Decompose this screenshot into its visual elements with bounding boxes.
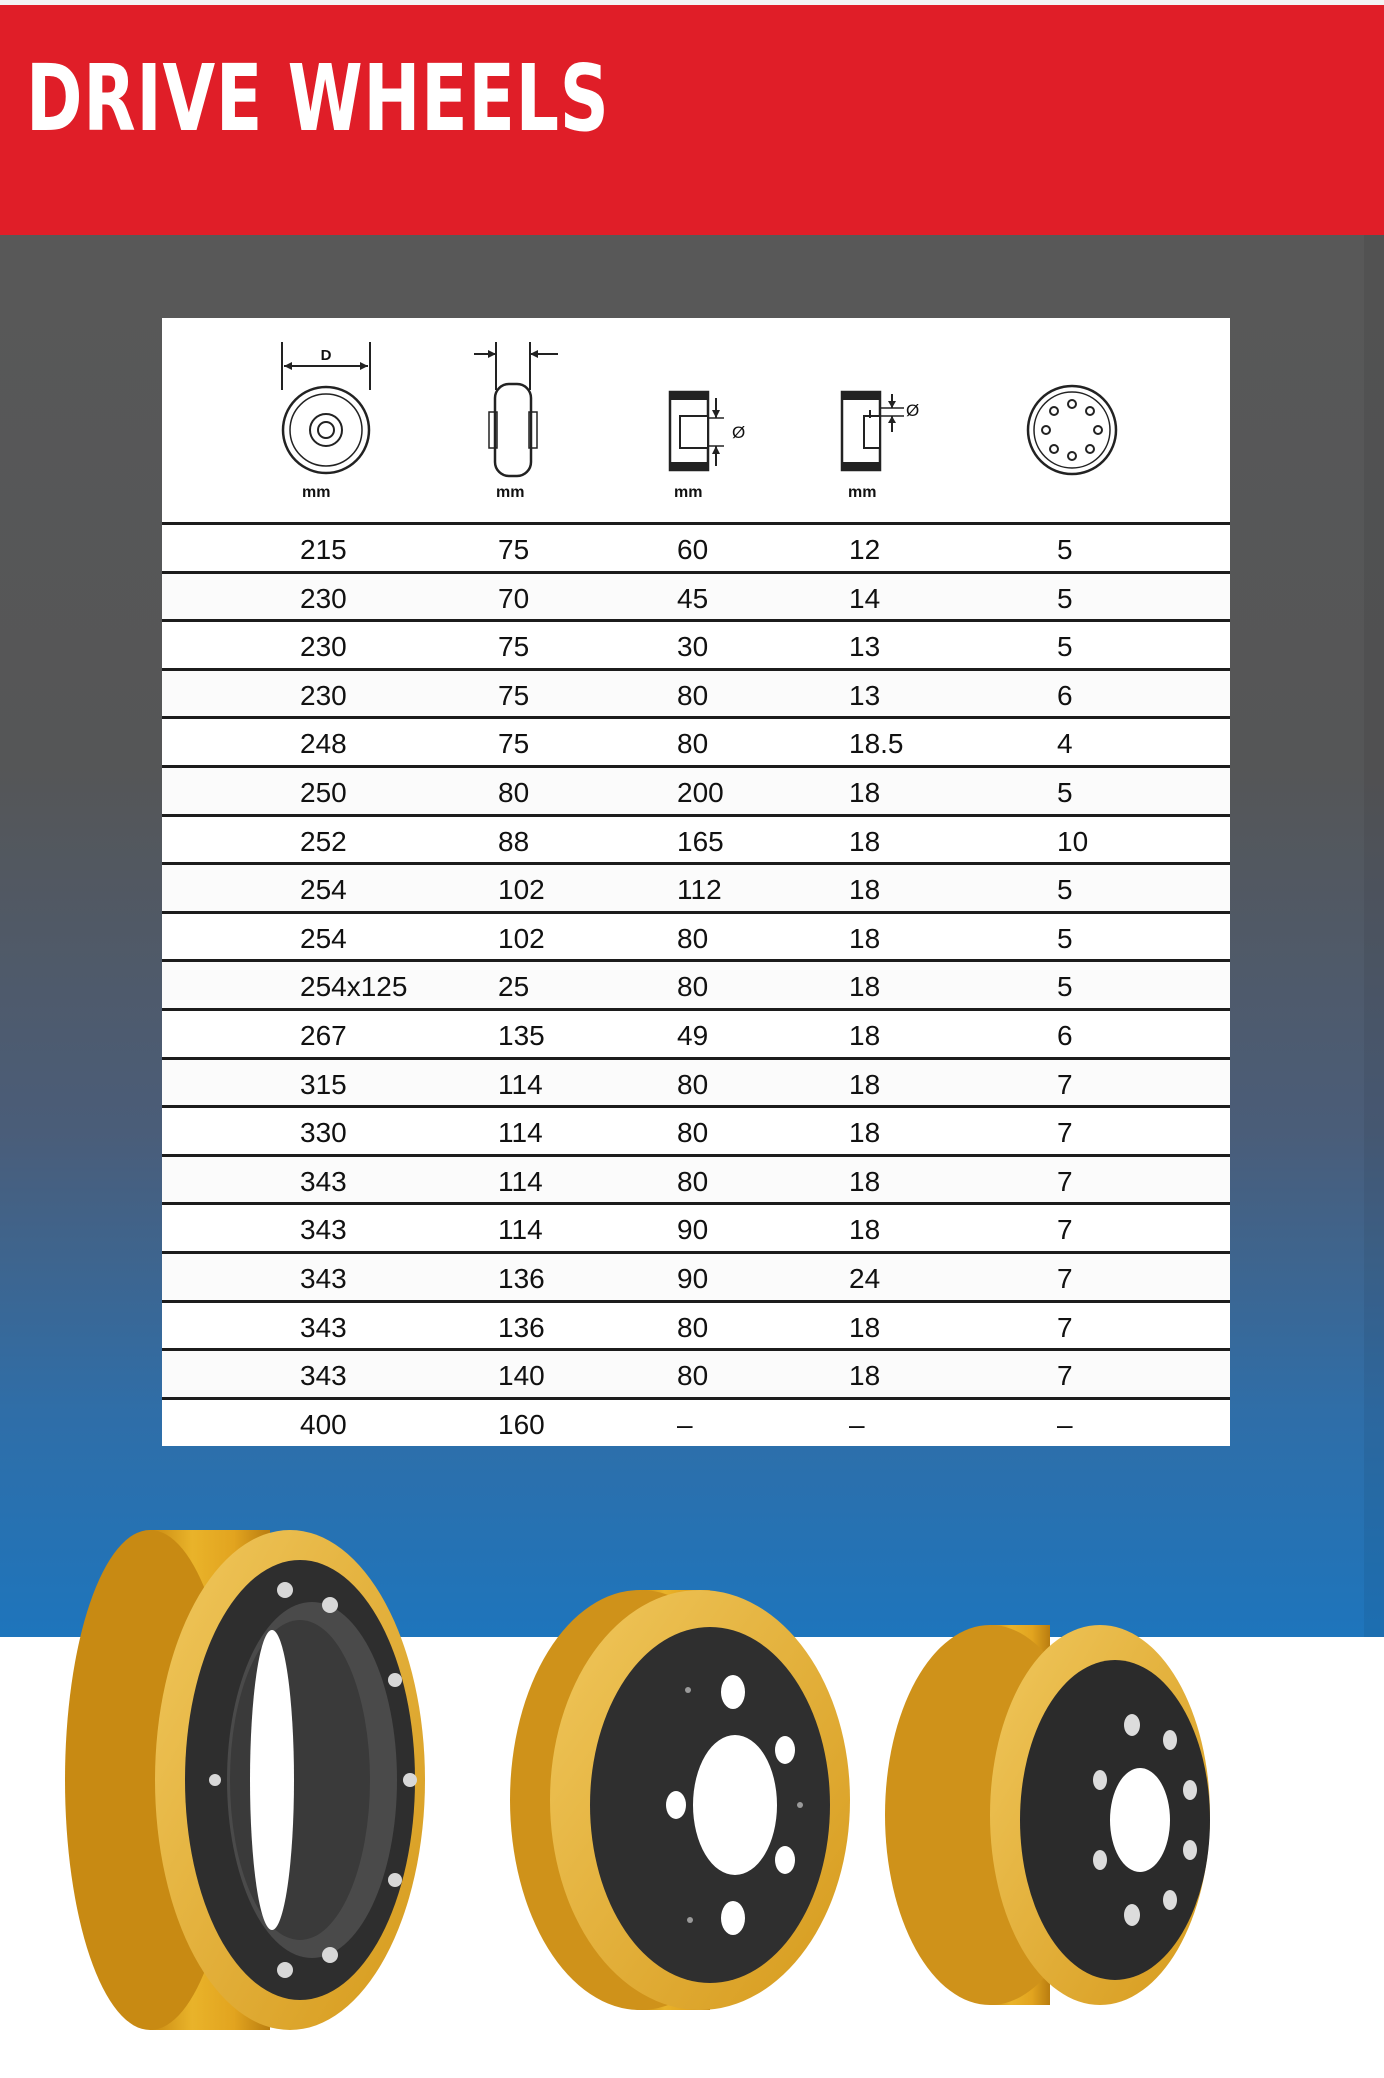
width-cell: 114 [498,1214,543,1246]
bolt-hole-cell: 18 [849,1311,881,1343]
bore-cell: 80 [677,971,709,1003]
header-banner [0,5,1384,235]
bolt-hole-cell: 18 [849,971,881,1003]
width-cell: 75 [498,728,530,760]
table-row [162,1057,1230,1106]
bolt-hole-cell: 14 [849,582,881,614]
hole-count-cell: 7 [1057,1165,1073,1197]
table-row [162,571,1230,620]
bore-cell: 90 [677,1263,709,1294]
unit-label: mm [496,484,525,501]
diameter-cell: 248 [300,728,347,760]
bore-cell: 165 [677,825,724,857]
diameter-cell: 330 [300,1117,347,1149]
table-row [162,1251,1230,1300]
bolt-hole-cell: 18 [849,1020,881,1051]
table-row [162,1154,1230,1203]
diameter-cell: 267 [300,1020,347,1051]
table-row [162,668,1230,717]
width-cell: 75 [498,534,530,565]
diameter-cell: 254 [300,874,347,906]
bolt-hole-cell: 18 [849,1117,881,1149]
table-row [162,1397,1230,1446]
table-row [162,911,1230,960]
hole-count-cell: 5 [1057,582,1073,614]
bolt-hole-cell: 13 [849,631,881,663]
width-cell: 160 [498,1408,545,1440]
width-cell: 140 [498,1360,545,1392]
hole-count-cell: 5 [1057,777,1073,808]
bore-cell: 80 [677,1117,709,1149]
bore-cell: 49 [677,1020,709,1051]
hole-count-cell: 5 [1057,534,1073,565]
wheel-diameter-icon [270,340,410,524]
hole-count-cell: 4 [1057,728,1073,760]
width-cell: 70 [498,582,530,614]
table-row [162,1202,1230,1251]
diameter-cell: 254x125 [300,971,408,1003]
bolt-hole-cell: 18 [849,1360,881,1392]
bolt-hole-cell: 13 [849,679,881,711]
bore-cell: 80 [677,1360,709,1392]
diameter-cell: 230 [300,582,347,614]
drive-wheel-medium-icon [510,1590,850,2010]
table-row [162,1008,1230,1057]
bolt-hole-cell: 18 [849,1068,881,1100]
bolt-hole-cell: 18 [849,1165,881,1197]
bolt-hole-cell: 18.5 [849,728,904,760]
bore-cell: 45 [677,582,709,614]
width-cell: 135 [498,1020,545,1051]
bore-cell: 80 [677,1165,709,1197]
width-cell: 80 [498,777,530,808]
width-cell: 25 [498,971,530,1003]
bolt-hole-cell: – [849,1408,865,1440]
unit-label: mm [848,484,877,501]
diameter-cell: 400 [300,1408,347,1440]
backdrop-edge [1364,235,1384,1637]
diameter-cell: 230 [300,679,347,711]
svg-text:Ø: Ø [906,401,920,420]
bore-cell: 112 [677,874,722,906]
bore-cell: 80 [677,679,709,711]
hole-count-cell: 10 [1057,825,1089,857]
width-cell: 75 [498,679,530,711]
bore-cell: 80 [677,728,709,760]
column-icon-row [162,318,1230,524]
table-row [162,1105,1230,1154]
bolt-hole-cell: 18 [849,1214,881,1246]
hole-count-cell: 6 [1057,1020,1073,1051]
hole-count-cell: – [1057,1408,1073,1440]
width-cell: 114 [498,1068,543,1100]
width-cell: 114 [498,1117,543,1149]
bolt-hole-cell: 18 [849,874,881,906]
diameter-cell: 215 [300,534,347,565]
bore-cell: 90 [677,1214,709,1246]
bore-cell: 60 [677,534,709,565]
diameter-cell: 343 [300,1360,347,1392]
product-photo [0,1440,1384,2078]
bore-cell: 200 [677,777,724,808]
svg-text:Ø: Ø [732,423,746,442]
bolt-hole-cell: 18 [849,922,881,954]
bore-cell: 80 [677,922,709,954]
diameter-cell: 250 [300,777,347,808]
page-title: DRIVE WHEELS [26,45,610,152]
unit-label: mm [302,484,331,501]
hole-count-cell: 7 [1057,1263,1073,1294]
width-cell: 136 [498,1311,545,1343]
hole-count-cell: 7 [1057,1360,1073,1392]
hole-count-cell: 5 [1057,922,1073,954]
bore-cell: – [677,1408,693,1440]
drive-wheel-large-icon [65,1530,425,2030]
table-row [162,862,1230,911]
diameter-label: D [320,347,332,364]
diameter-cell: 343 [300,1311,347,1343]
table-row [162,716,1230,765]
diameter-cell: 315 [300,1068,347,1100]
drive-wheel-small-icon [885,1625,1210,2005]
width-cell: 136 [498,1263,545,1294]
table-row [162,619,1230,668]
diameter-cell: 254 [300,922,347,954]
bore-cell: 30 [677,631,709,663]
width-cell: 75 [498,631,530,663]
hole-count-cell: 5 [1057,971,1073,1003]
bolt-hole-cell: 12 [849,534,881,565]
bolt-hole-cell: 24 [849,1263,881,1294]
width-cell: 88 [498,825,530,857]
hole-count-cell: 7 [1057,1214,1073,1246]
width-cell: 114 [498,1165,543,1197]
bore-cell: 80 [677,1311,709,1343]
diameter-cell: 343 [300,1263,347,1294]
unit-label: mm [674,484,703,501]
table-row [162,1348,1230,1397]
diameter-cell: 252 [300,825,347,857]
table-row [162,814,1230,863]
hole-count-cell: 7 [1057,1117,1073,1149]
hole-count-cell: 7 [1057,1068,1073,1100]
hole-count-cell: 5 [1057,631,1073,663]
table-row [162,959,1230,1008]
table-row [162,1300,1230,1349]
wheel-width-icon [468,340,608,524]
bore-cell: 80 [677,1068,709,1100]
spec-table [162,318,1230,1446]
width-cell: 102 [498,922,545,954]
width-cell: 102 [498,874,545,906]
bolt-hole-count-icon [1024,340,1164,524]
hole-count-cell: 5 [1057,874,1073,906]
diameter-cell: 343 [300,1214,347,1246]
hole-count-cell: 7 [1057,1311,1073,1343]
bolt-hole-cell: 18 [849,777,881,808]
table-row [162,765,1230,814]
table-row [162,522,1230,571]
diameter-cell: 343 [300,1165,347,1197]
hole-count-cell: 6 [1057,679,1073,711]
bolt-hole-cell: 18 [849,825,881,857]
diameter-cell: 230 [300,631,347,663]
